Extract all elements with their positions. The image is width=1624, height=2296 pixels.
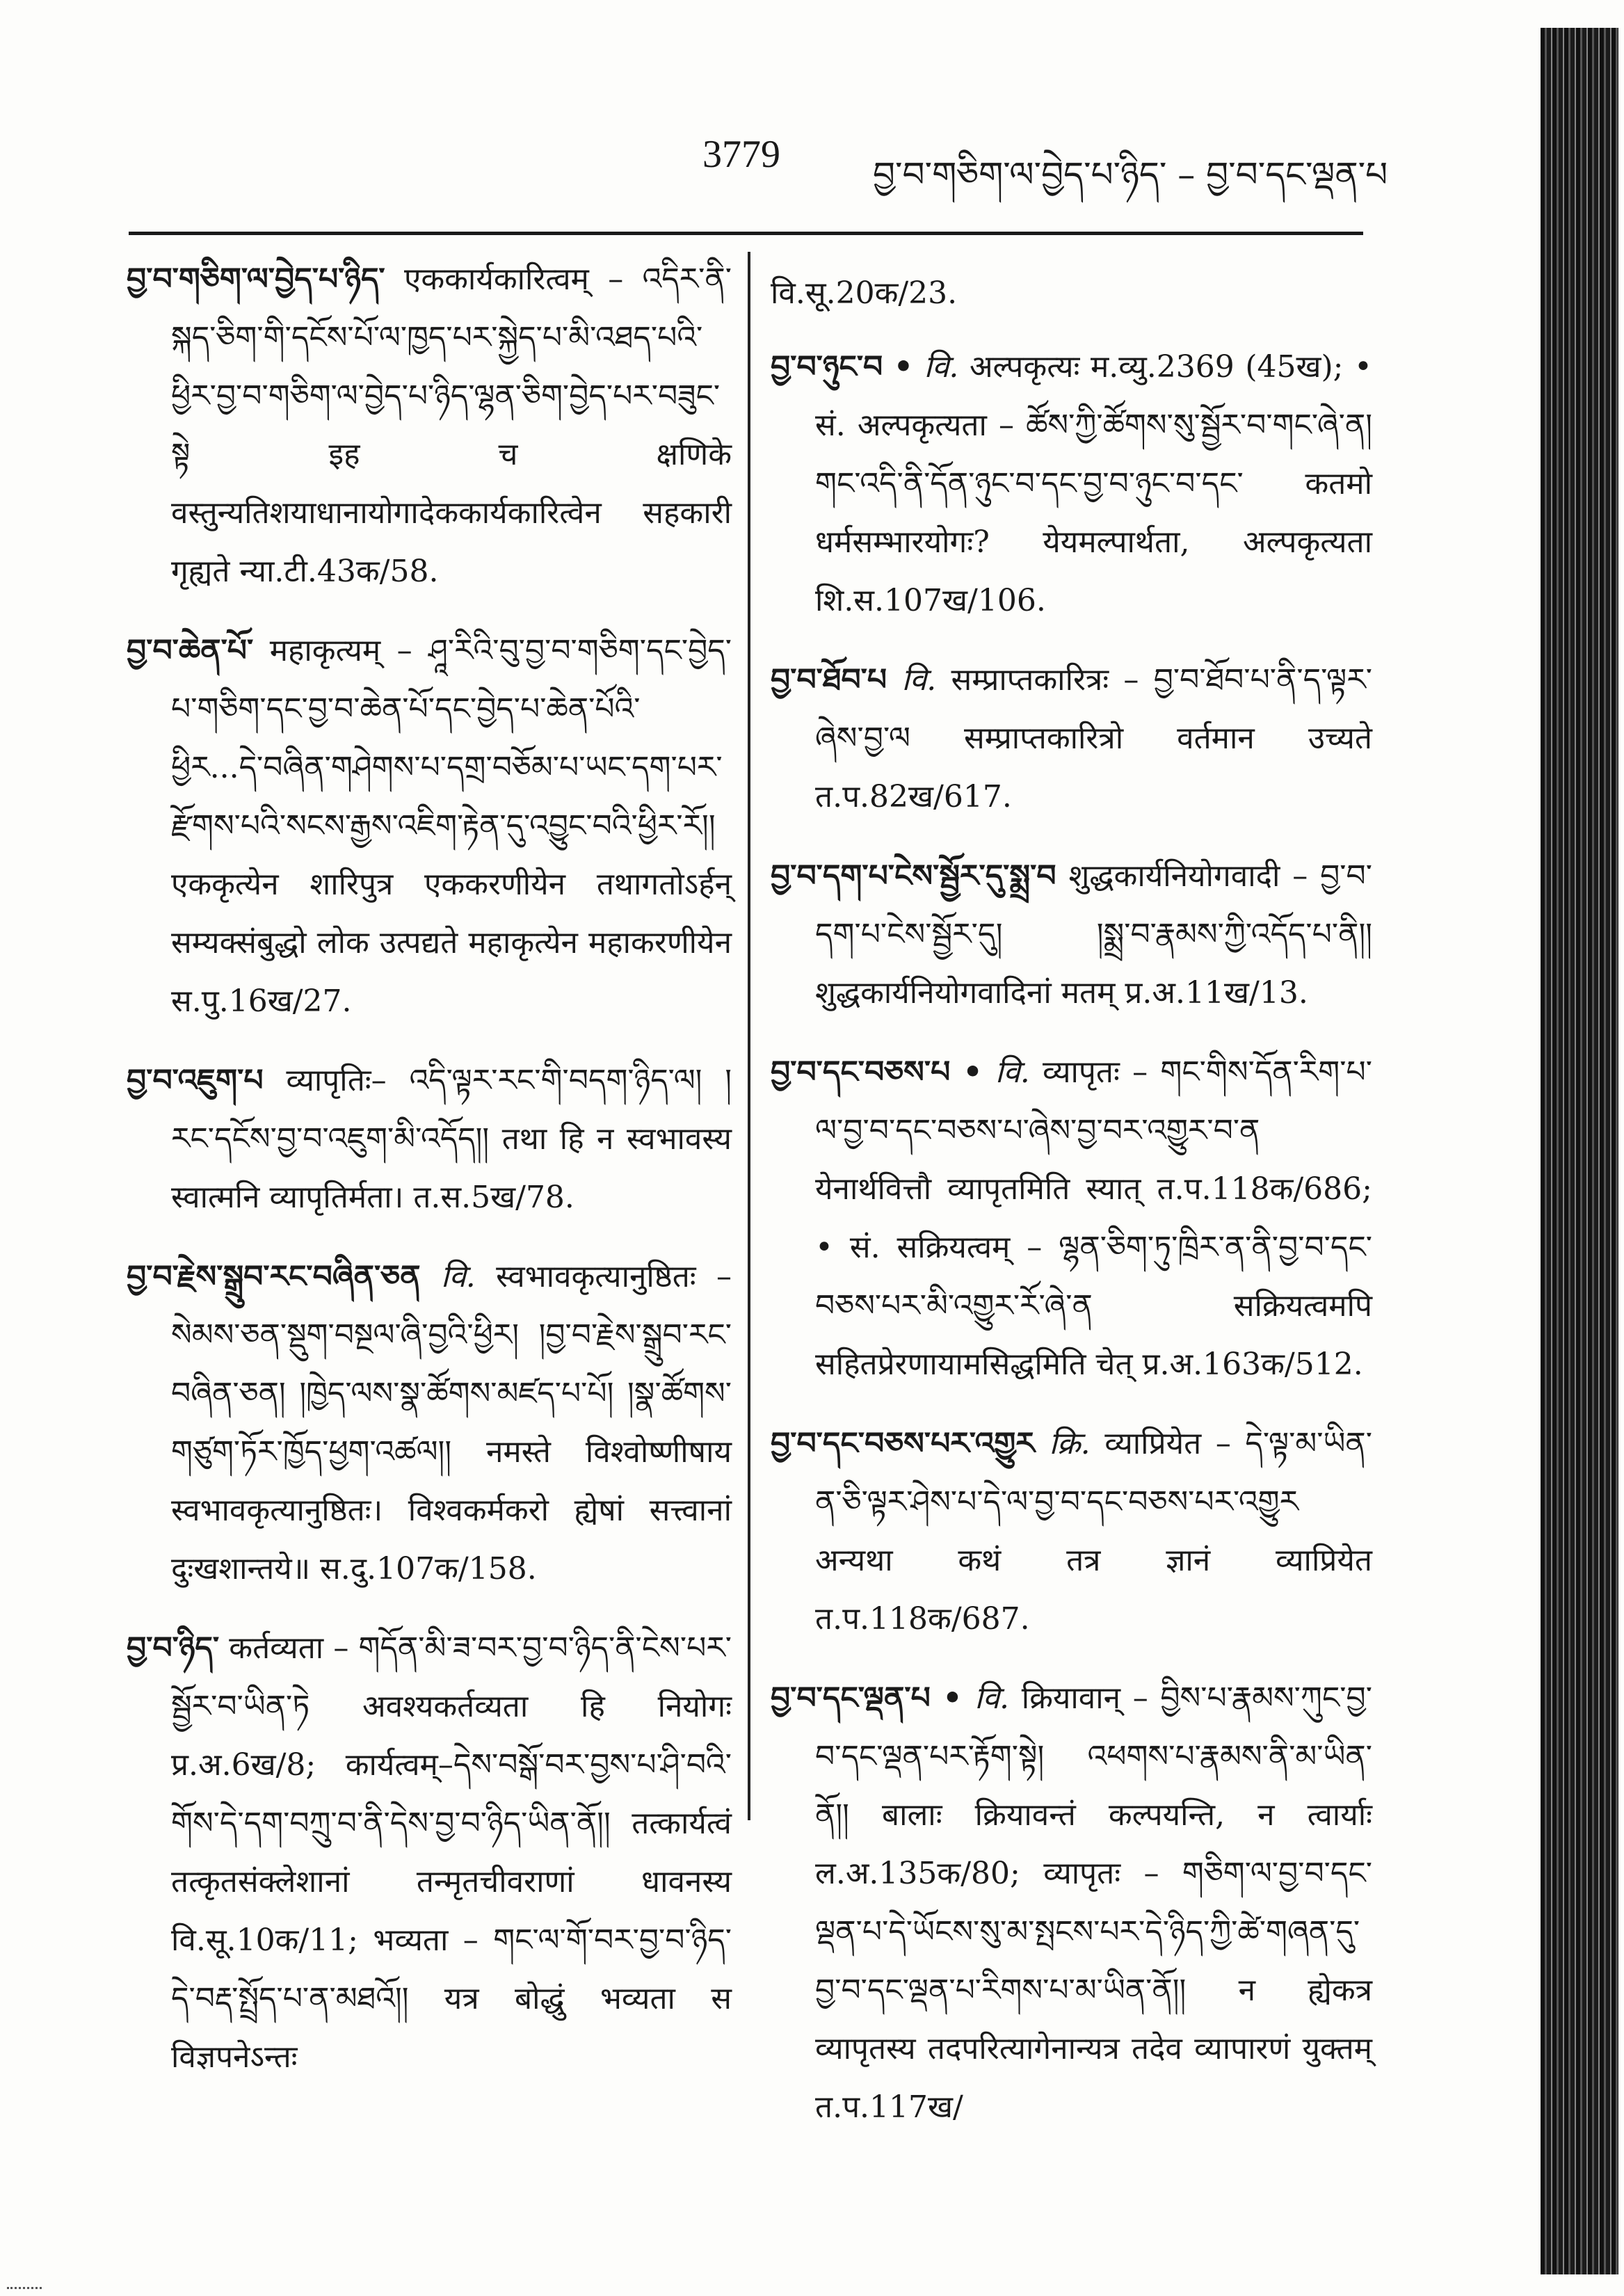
dictionary-entry xyxy=(127,1619,732,2087)
entry-text: कर्तव्यता – གདོན་མི་ཟ་བར་བྱ་བ་ཉིད་ནི་ངེས་པར་སྦྱོར་བ་ཡིན་ཏེ अवश्यकर्तव्यता हि नियोगः प्र.अ.6ख/8; कार्यत्वम्–དེས་བསྒོ་བར་བྱས་པ་ཤི་བའི་གོས་དེ་དག་བཀྲུ་བ་ནི་དེས་བྱ་བ་ཉིད་ཡིན་ནོ།། तत्कार्यत्वं तत्कृतसंक्लेशानां तन्मृतचीवराणां धावनस्य वि.सू.10क/11; भव्यता – གང་ལ་གོ་བར་བྱ་བ་ཉིད་དེ་བརྡ་སྤྲོད་པ་ན་མཐའོ།། यत्र बोद्धुं भव्यता स विज्ञपनेऽन्तः xyxy=(171,1630,732,2075)
dictionary-entry xyxy=(771,651,1372,826)
entry-text: महाकृत्यम् – ཤཱ་རིའི་བུ་བྱ་བ་གཅིག་དང་བྱེད་པ་གཅིག་དང་བྱ་བ་ཆེན་པོ་དང་བྱེད་པ་ཆེན་པོའི་ཕྱིར...དེ་བཞིན་གཤེགས་པ་དགྲ་བཅོམ་པ་ཡང་དག་པར་རྫོགས་པའི་སངས་རྒྱས་འཇིག་རྟེན་དུ་འབྱུང་བའི་ཕྱིར་རོ།། एककृत्येन शारिपुत्र एककरणीयेन तथागतोऽर्हन् सम्यक्संबुद्धो लोक उत्पद्यते महाकृत्येन महाकरणीयेन स.पु.16ख/27. xyxy=(171,633,732,1019)
top-rule xyxy=(129,232,1363,235)
headword: བྱ་བ་ཐོབ་པ xyxy=(771,662,887,698)
bullet-mark: • xyxy=(963,1054,983,1090)
entry-text: अल्पकृत्यः म.व्यु.2369 (45ख); • सं. अल्पकृत्यता – ཚོས་ཀྱི་ཚོགས་སུ་སྦྱོར་བ་གང་ཞེ་ན། གང་འདི་ནི་དོན་ཉུང་བ་དང་བྱ་བ་ཉུང་བ་དང་ कतमो धर्मसम्भारयोगः? येयमल्पार्थता, अल्पकृत्यता शि.स.107ख/106. xyxy=(815,349,1372,618)
headword: བྱ་བ་དང་བཅས་པར་འགྱུར xyxy=(771,1426,1035,1461)
headword: བྱ་བ་ཆེན་པོ་ xyxy=(127,633,254,668)
headword: བྱ་བ་དང་ལྡན་པ xyxy=(771,1680,931,1716)
dictionary-entry xyxy=(127,622,732,1031)
running-head: བྱ་བ་གཅིག་ལ་བྱེད་པ་ཉིད་ – བྱ་བ་དང་ལྡན་པ xyxy=(873,154,1388,195)
headword: བྱ་བ་ཉིད་ xyxy=(127,1630,220,1666)
entry-text: सम्प्राप्तकारित्रः – བྱ་བ་ཐོབ་པ་ནི་ད་ལྟར་ཞེས་བྱ་ལ सम्प्राप्तकारित्रो वर्तमान उच्यते त.प.82ख/617. xyxy=(815,662,1372,814)
entry-text: शुद्धकार्यनियोगवादी – བྱ་བ་དག་པ་ངེས་སྦྱོར་དུ། །སྨྲ་བ་རྣམས་ཀྱི་འདོད་པ་ནི།། शुद्धकार्यनियोगवादिनां मतम् प्र.अ.11ख/13. xyxy=(815,858,1372,1011)
scan-corner-mark xyxy=(7,2280,42,2289)
right-column xyxy=(771,250,1372,2158)
dictionary-entry xyxy=(127,1052,732,1227)
bullet-mark: • xyxy=(942,1680,963,1716)
grammar-label: क्रि. xyxy=(1049,1426,1091,1461)
continued-reference: वि.सू.20क/23. xyxy=(771,275,958,311)
scan-edge-strip xyxy=(1541,28,1618,2274)
grammar-label: वि. xyxy=(974,1680,1010,1716)
entry-text: क्रियावान् – བྱིས་པ་རྣམས་ཀུང་བྱ་བ་དང་ལྡན་པར་རྟོག་སྟེ། འཕགས་པ་རྣམས་ནི་མ་ཡིན་ནོ།། बालाः क्रियावन्तं कल्पयन्ति, न त्वार्याः ल.अ.135क/80; व्यापृतः – གཅིག་ལ་བྱ་བ་དང་ལྡན་པ་དེ་ཡོངས་སུ་མ་སྤངས་པར་དེ་ཉིད་ཀྱི་ཚེ་གཞན་དུ་བྱ་བ་དང་ལྡན་པ་རིགས་པ་མ་ཡིན་ནོ།། न ह्येकत्र व्यापृतस्य तदपरित्यागेनान्यत्र तदेव व्यापारणं युक्तम् त.प.117ख/ xyxy=(815,1680,1372,2125)
dictionary-entry xyxy=(127,1248,732,1598)
page-number: 3779 xyxy=(702,133,780,176)
entry-text: स्वभावकृत्यानुष्ठितः – སེམས་ཅན་སྡུག་བསྔལ་ཞི་བྱའི་ཕྱིར། །བྱ་བ་རྗེས་སྒྲུབ་རང་བཞིན་ཅན། །ཁྱེད་ལས་སྣ་ཚོགས་མཛད་པ་པོ། །སྣ་ཚོགས་གཙུག་ཏོར་ཁྱོད་ཕྱག་འཚལ།། नमस्ते विश्वोष्णीषाय स्वभावकृत्यानुष्ठितः। विश्वकर्मकरो ह्येषां सत्त्वानां दुःखशान्तये॥ स.दु.107क/158. xyxy=(171,1259,732,1587)
headword: བྱ་བ་དག་པ་ངེས་སྦྱོར་དུ་སྨྲ་བ xyxy=(771,858,1056,894)
entry-text: एककार्यकारित्वम् – འདིར་ནི་སྐད་ཅིག་གི་དངོས་པོ་ལ་ཁྱད་པར་སྐྱེད་པ་མི་འཐད་པའི་ཕྱིར་བྱ་བ་གཅིག་ལ་བྱེད་པ་ཉིད་ལྷན་ཅིག་བྱེད་པར་བཟུང་སྟེ इह च क्षणिके वस्तुन्यतिशयाधानायोगादेककार्यकारित्वेन सहकारी गृह्यते न्या.टी.43क/58. xyxy=(171,262,732,589)
headword: བྱ་བ་དང་བཅས་པ xyxy=(771,1054,951,1090)
grammar-label: वि. xyxy=(924,349,959,385)
headword: བྱ་བ་ཉུང་བ xyxy=(771,349,883,385)
left-column xyxy=(127,250,732,2108)
grammar-label: वि. xyxy=(901,662,937,698)
dictionary-entry xyxy=(127,250,732,601)
column-divider xyxy=(748,252,750,1820)
grammar-label: वि. xyxy=(995,1054,1030,1090)
bullet-mark: • xyxy=(893,349,913,385)
entry-text: व्यापृतिः– འདི་ལྟར་རང་གི་བདག་ཉིད་ལ། །རང་དངོས་བྱ་བ་འཇུག་མི་འདོད།། तथा हि न स्वभावस्य स्वात्मनि व्यापृतिर्मता। त.स.5ख/78. xyxy=(171,1063,732,1215)
dictionary-entry xyxy=(771,1669,1372,2137)
headword: བྱ་བ་འཇུག་པ xyxy=(127,1063,264,1098)
entry-text: व्यापृतः – གང་གིས་དོན་རིག་པ་ལ་བྱ་བ་དང་བཅས་པ་ཞེས་བྱ་བར་འགྱུར་བ་ན येनार्थवित्तौ व्यापृतमिति स्यात् त.प.118क/686; • सं. सक्रियत्वम् – ལྷན་ཅིག་ཏུ་ཁྲིར་ན་ནི་བྱ་བ་དང་བཅས་པར་མི་འགྱུར་རོ་ཞེ་ན सक्रियत्वमपि सहितप्रेरणायामसिद्धमिति चेत् प्र.अ.163क/512. xyxy=(815,1054,1372,1382)
headword: བྱ་བ་གཅིག་ལ་བྱེད་པ་ཉིད་ xyxy=(127,262,385,297)
dictionary-entry xyxy=(771,338,1372,630)
headword: བྱ་བ་རྗེས་སྒྲུབ་རང་བཞིན་ཅན xyxy=(127,1259,421,1294)
grammar-label: वि. xyxy=(440,1259,476,1294)
entry-text: व्याप्रियेत – དེ་ལྟ་མ་ཡིན་ན་ཅི་ལྟར་ཤེས་པ་དེ་ལ་བྱ་བ་དང་བཅས་པར་འགྱུར अन्यथा कथं तत्र ज्ञानं व्याप्रियेत त.प.118क/687. xyxy=(815,1426,1372,1637)
dictionary-entry xyxy=(771,1043,1372,1394)
dictionary-entry xyxy=(771,1415,1372,1648)
dictionary-entry xyxy=(771,847,1372,1022)
